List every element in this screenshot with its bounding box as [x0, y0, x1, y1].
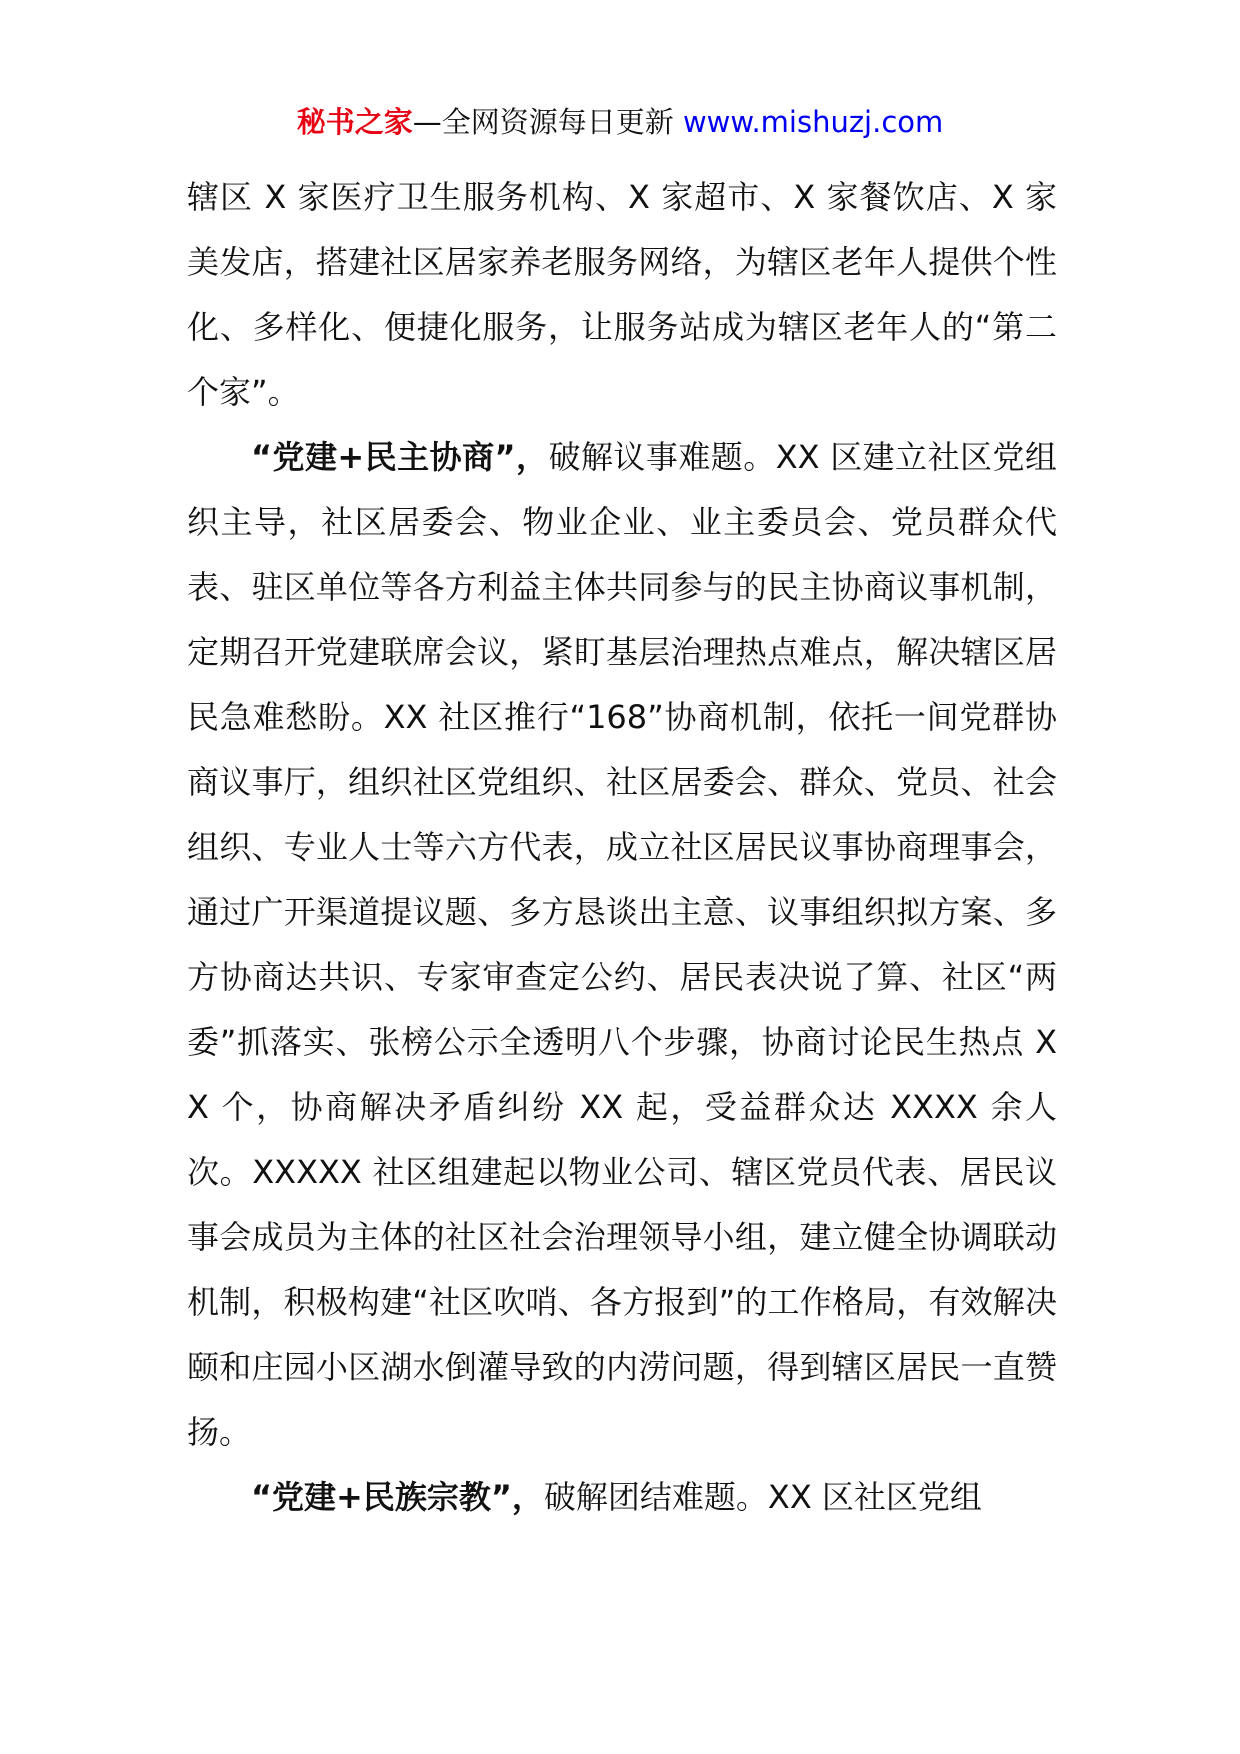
paragraph-3-lead: “党建+民族宗教”，: [251, 1478, 544, 1516]
paragraph-1: [187, 165, 1057, 425]
header-tagline: —全网资源每日更新: [412, 105, 674, 139]
paragraph-1-text: 辖区 X 家医疗卫生服务机构、X 家超市、X 家餐饮店、X 家美发店，搭建社区居家养老服务网络，为辖区老年人提供个性化、多样化、便捷化服务，让服务站成为辖区老年人的“第二个家”。: [187, 178, 1057, 411]
paragraph-3: [187, 1465, 1057, 1530]
paragraph-2: [187, 425, 1057, 1465]
site-url-link[interactable]: www.mishuzj.com: [682, 105, 944, 139]
paragraph-2-text: 破解议事难题。XX 区建立社区党组织主导，社区居委会、物业企业、业主委员会、党员群众代表、驻区单位等各方利益主体共同参与的民主协商议事机制，定期召开党建联席会议，紧盯基层治理热点难点，解决辖区居民急难愁盼。XX 社区推行“168”协商机制，依托一间党群协商议事厅，组织社区党组织、社区居委会、群众、党员、社会组织、专业人士等六方代表，成立社区居民议事协商理事会，通过广开渠道提议题、多方恳谈出主意、议事组织拟方案、多方协商达共识、专家审查定公约、居民表决说了算、社区“两委”抓落实、张榜公示全透明八个步骤，协商讨论民生热点 XX 个，协商解决矛盾纠纷 XX 起，受益群众达 XXXX 余人次。XXXXX 社区组建起以物业公司、辖区党员代表、居民议事会成员为主体的社区社会治理领导小组，建立健全协调联动机制，积极构建“社区吹哨、各方报到”的工作格局，有效解决颐和庄园小区湖水倒灌导致的内涝问题，得到辖区居民一直赞扬。: [187, 438, 1057, 1451]
paragraph-3-text: 破解团结难题。XX 区社区党组: [543, 1478, 982, 1516]
document-body: [187, 165, 1057, 1530]
site-header: [0, 102, 1240, 142]
paragraph-2-lead: “党建+民主协商”，: [251, 438, 549, 476]
brand-name: 秘书之家: [296, 105, 413, 139]
